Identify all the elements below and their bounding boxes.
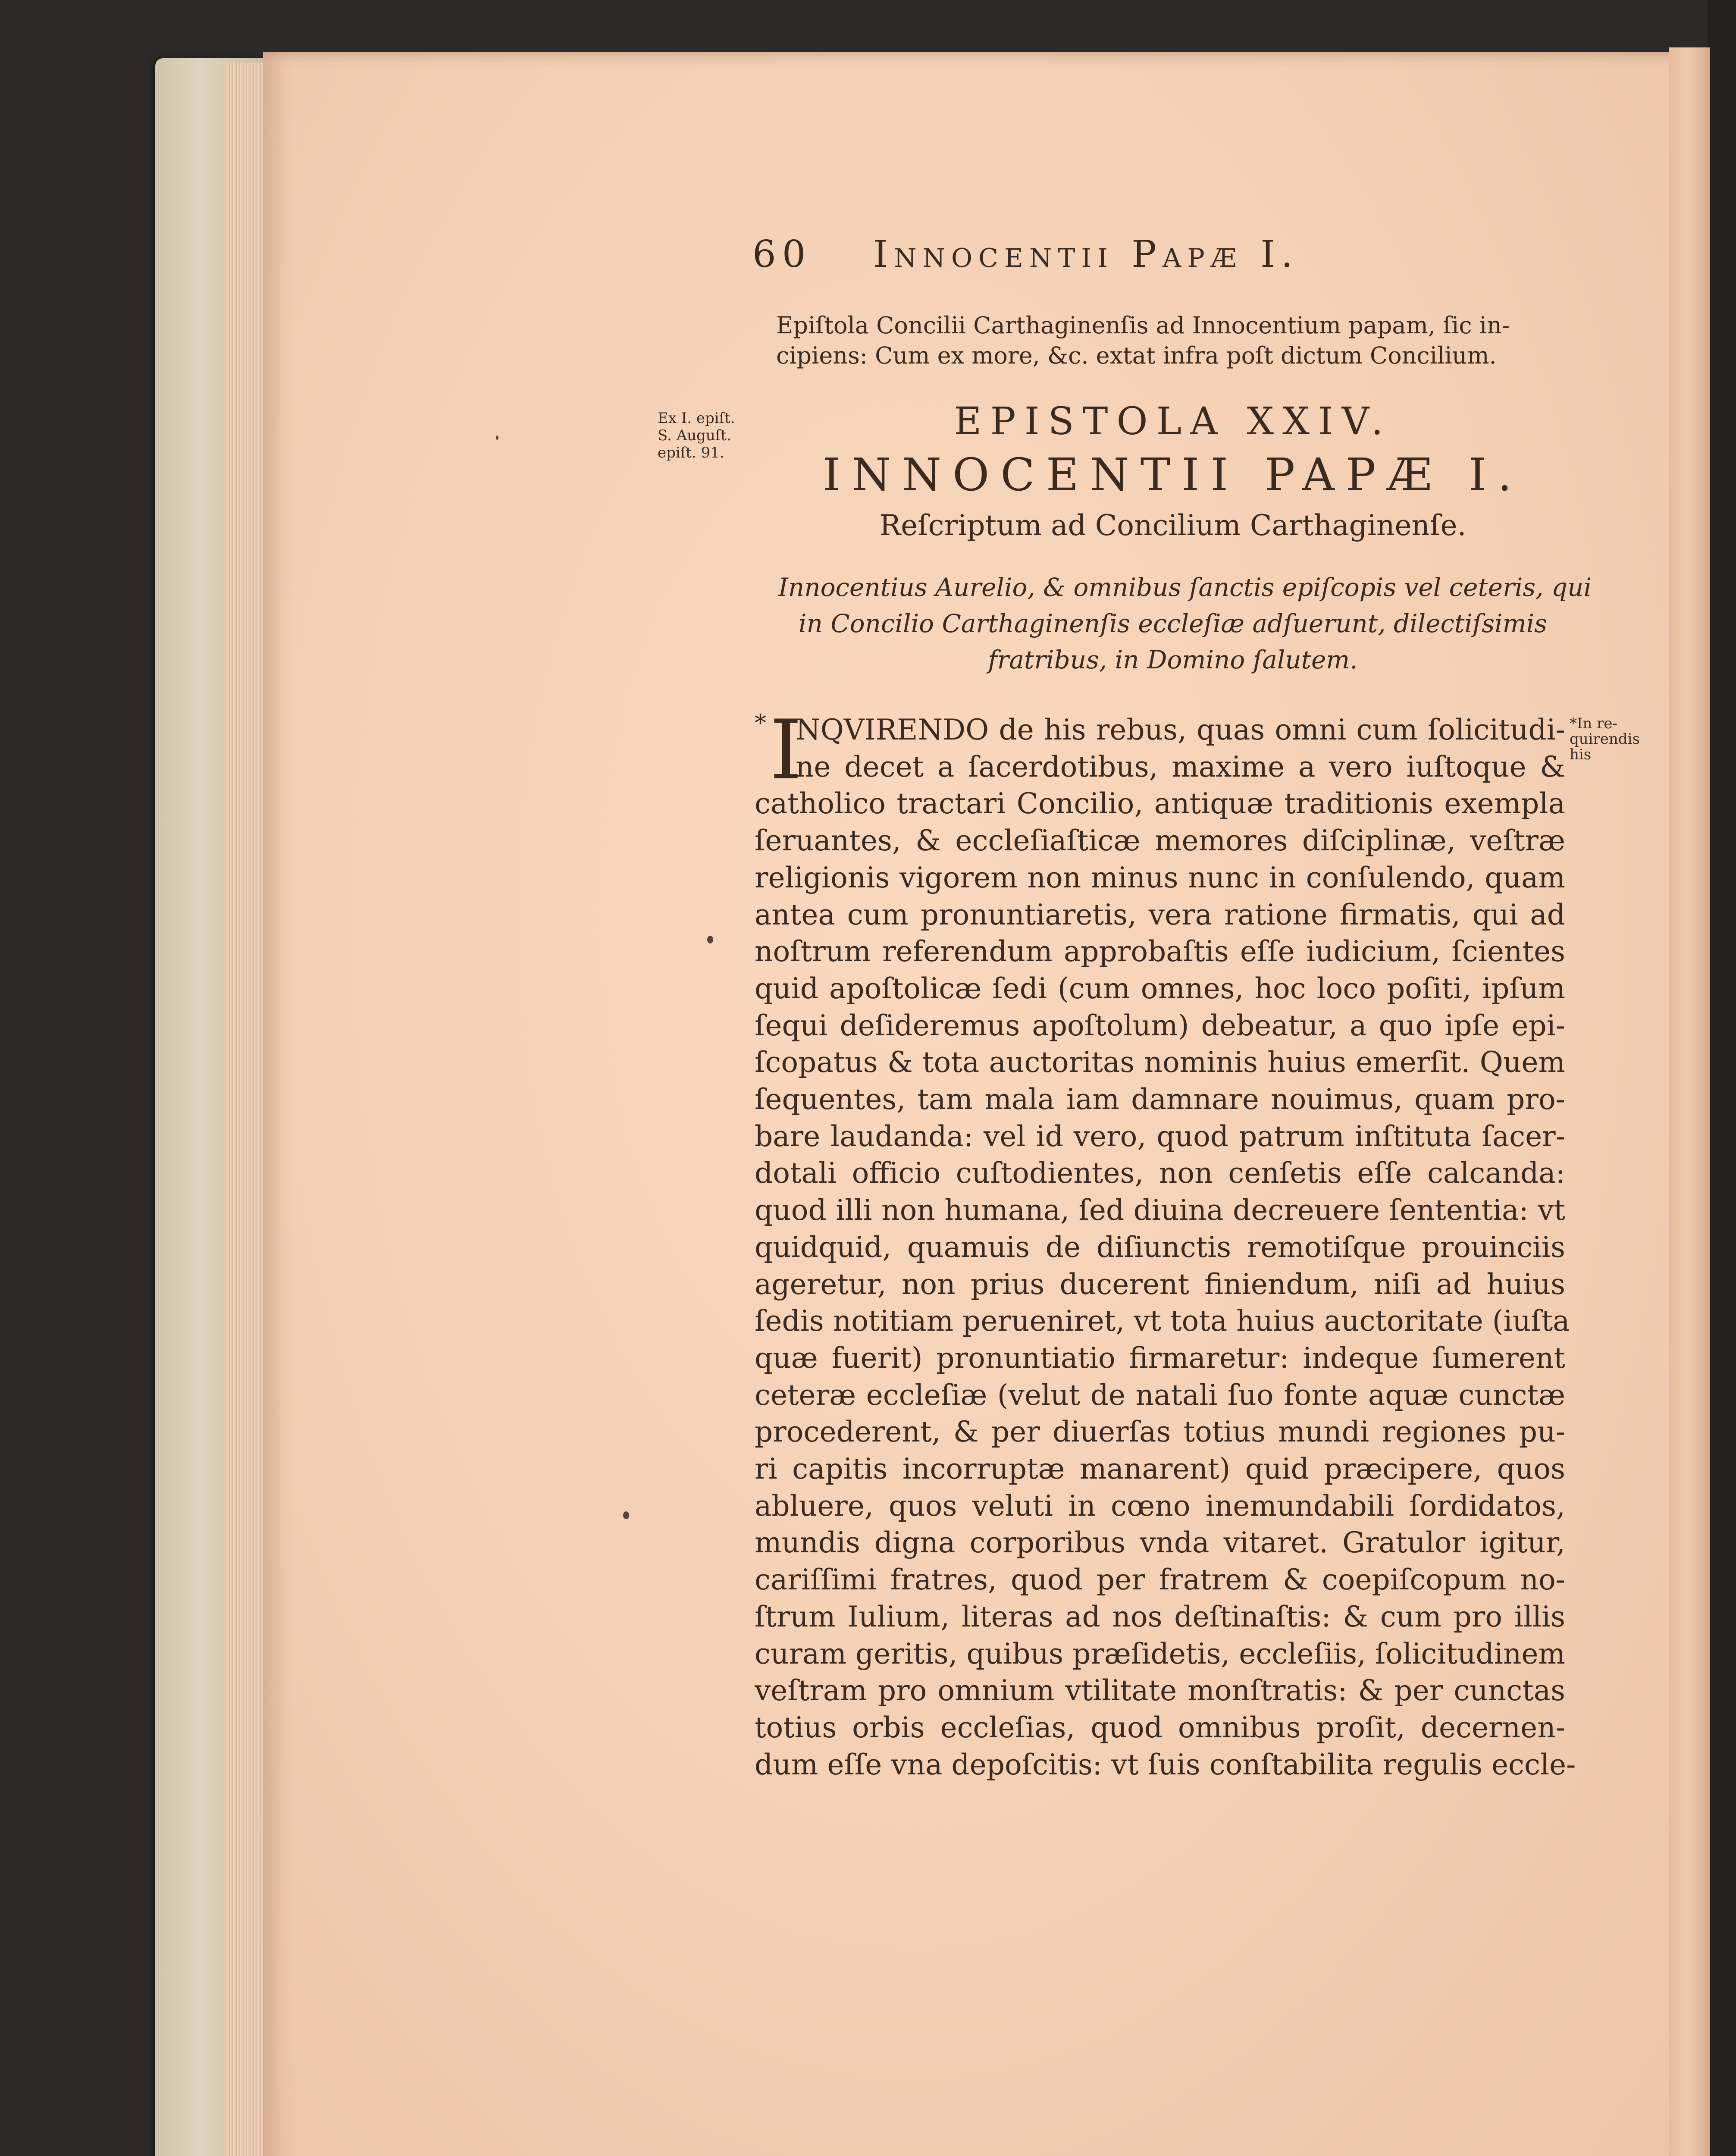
intro-line: Epiſtola Concilii Carthaginenſis ad Innocentium papam, ſic in-	[776, 312, 1510, 339]
body-line: ceteræ eccleſiæ (velut de natali ſuo fonte aquæ cunctæ	[755, 1378, 1565, 1412]
margin-note-right	[1570, 716, 1656, 762]
body-line: quidquid, quamuis de diſiunctis remotiſque prouinciis	[755, 1230, 1565, 1264]
author-heading: INNOCENTII PAPÆ I.	[822, 448, 1523, 501]
ink-speck	[707, 936, 713, 943]
ink-speck	[623, 1511, 629, 1519]
salutation	[778, 569, 1592, 678]
body-line: NQVIRENDO de his rebus, quas omni cum ſolicitudi-	[796, 713, 1565, 746]
body-text	[755, 702, 1576, 1783]
running-title: Innocentii Papæ I.	[873, 233, 1299, 276]
margin-note-line: Ex I. epiſt.	[658, 410, 735, 427]
body-line: veſtram pro omnium vtilitate monſtratis: & per cunctas	[755, 1674, 1565, 1708]
body-line: religionis vigorem non minus nunc in conſulendo, quam	[755, 861, 1565, 894]
margin-note-line: S. Auguſt.	[658, 427, 731, 444]
body-line: quod illi non humana, ſed diuina decreuere ſententia: vt	[755, 1194, 1565, 1227]
body-line: mundis digna corporibus vnda vitaret. Gratulor igitur,	[755, 1526, 1565, 1560]
body-line: ſeruantes, & eccleſiaſticæ memores diſciplinæ, veſtræ	[755, 824, 1565, 858]
rescript-subtitle: Reſcriptum ad Concilium Carthaginenſe.	[879, 509, 1467, 542]
body-line: ne decet a ſacerdotibus, maxime a vero iuſtoque &	[796, 750, 1565, 783]
body-line: ſequentes, tam mala iam damnare nouimus, quam pro-	[755, 1083, 1565, 1116]
margin-note-left	[658, 410, 744, 461]
page-fold	[1669, 47, 1710, 2156]
epistola-heading: EPISTOLA XXIV.	[954, 399, 1392, 443]
body-line: bare laudanda: vel id vero, quod patrum inſtituta ſacer-	[755, 1119, 1565, 1153]
salutation-line: in Concilio Carthaginenſis eccleſiæ adſuerunt, dilectiſsimis	[799, 609, 1547, 638]
body-line: ſcopatus & tota auctoritas nominis huius emerſit. Quem	[755, 1046, 1565, 1079]
body-line: quid apoſtolicæ ſedi (cum omnes, hoc loco poſiti, ipſum	[755, 971, 1565, 1005]
body-line: dotali officio cuſtodientes, non cenſetis eſſe calcanda:	[755, 1156, 1565, 1190]
body-line: ſequi deſideremus apoſtolum) debeatur, a quo ipſe epi-	[755, 1009, 1565, 1042]
salutation-line: Innocentius Aurelio, & omnibus ſanctis epiſcopis vel ceteris, qui	[778, 573, 1592, 602]
body-line: quæ fuerit) pronuntiatio firmaretur: indeque ſumerent	[755, 1341, 1565, 1375]
body-line: ri capitis incorruptæ manarent) quid præcipere, quos	[755, 1452, 1565, 1486]
body-line: catholico tractari Concilio, antiquæ traditionis exempla	[755, 787, 1565, 821]
margin-note-line: quirendis	[1570, 730, 1640, 748]
running-head	[752, 233, 1572, 285]
scan-backdrop	[1708, 0, 1736, 2156]
body-line: totius orbis eccleſias, quod omnibus proſit, decernen-	[755, 1711, 1565, 1744]
ink-speck	[496, 436, 498, 440]
body-line: dum eſſe vna depoſcitis: vt ſuis conſtabilita regulis eccle-	[755, 1748, 1576, 1781]
intro-note	[776, 310, 1565, 371]
note-asterisk: *	[755, 709, 766, 736]
body-line: ſtrum Iulium, literas ad nos deſtinaſtis: & cum pro illis	[755, 1600, 1565, 1633]
salutation-line: fratribus, in Domino ſalutem.	[988, 645, 1358, 674]
margin-note-line: epiſt. 91.	[658, 444, 724, 461]
margin-note-line: his	[1570, 746, 1592, 763]
body-line: abluere, quos veluti in cœno inemundabili ſordidatos,	[755, 1489, 1565, 1523]
body-line: procederent, & per diuerſas totius mundi regiones pu-	[755, 1415, 1565, 1449]
page-number: 60	[752, 233, 812, 276]
body-line: noſtrum referendum approbaſtis eſſe iudicium, ſcientes	[755, 935, 1565, 968]
margin-note-line: *In re-	[1570, 715, 1617, 732]
body-line: ageretur, non prius ducerent finiendum, niſi ad huius	[755, 1267, 1565, 1301]
drop-cap: I	[770, 702, 802, 798]
body-line: ſedis notitiam perueniret, vt tota huius auctoritate (iuſta	[755, 1304, 1570, 1338]
intro-line: cipiens: Cum ex more, &c. extat infra poſt dictum Concilium.	[776, 342, 1497, 369]
body-line: curam geritis, quibus præſidetis, eccleſiis, ſolicitudinem	[755, 1637, 1565, 1670]
body-line: cariſſimi fratres, quod per fratrem & coepiſcopum no-	[755, 1563, 1565, 1597]
body-line: antea cum pronuntiaretis, vera ratione firmatis, qui ad	[755, 898, 1565, 931]
